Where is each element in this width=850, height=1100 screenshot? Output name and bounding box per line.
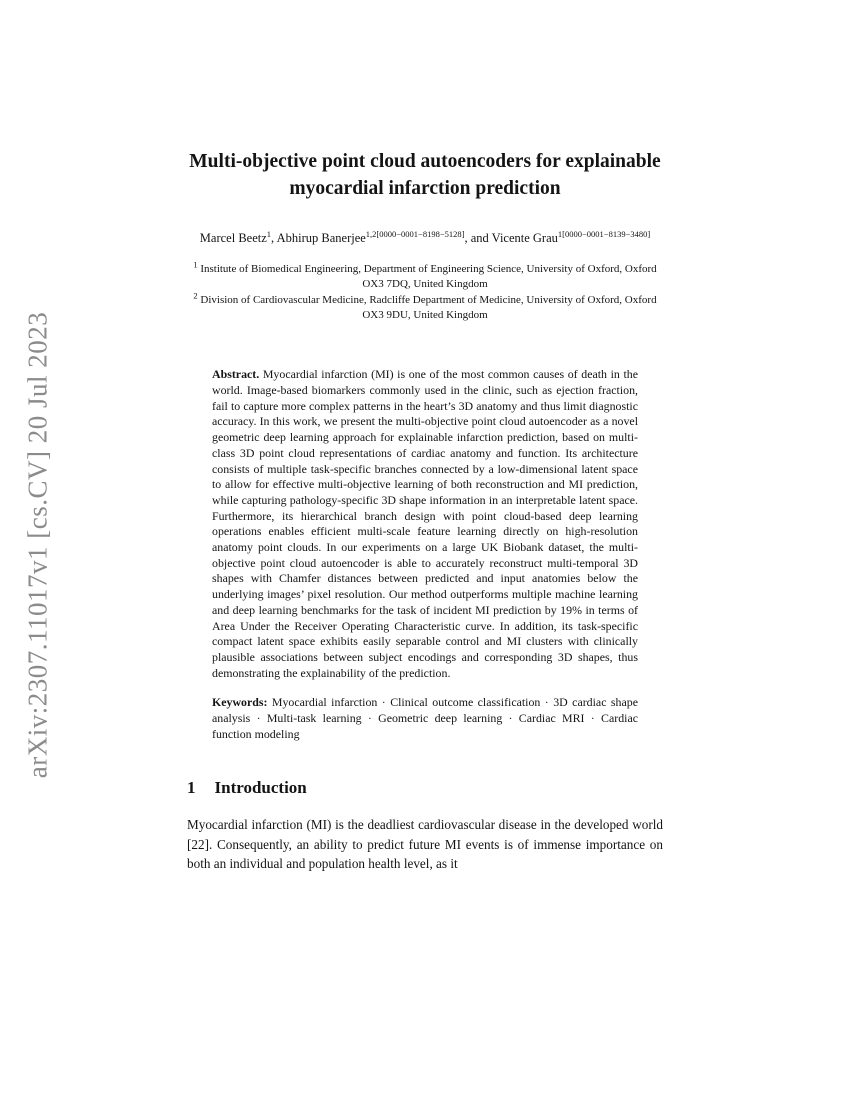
- affiliation-2-marker: 2: [193, 289, 198, 300]
- keywords-text: Myocardial infarction · Clinical outcome classification · 3D cardiac shape analysis · Multi-task learning · Geometric deep learning · Cardiac MRI · Cardiac function modeling: [212, 695, 638, 741]
- arxiv-watermark: arXiv:2307.11017v1 [cs.CV] 20 Jul 2023: [22, 311, 53, 779]
- author-1-affiliation-sup: 1: [266, 228, 272, 239]
- author-3-name: , and Vicente Grau: [464, 230, 558, 245]
- abstract: [212, 367, 638, 681]
- keywords: [212, 695, 638, 742]
- section-number: 1: [187, 778, 196, 798]
- affiliation-2: [187, 289, 663, 324]
- keywords-label: Keywords:: [212, 695, 268, 710]
- abstract-label: Abstract.: [212, 367, 260, 382]
- author-1-name: Marcel Beetz: [199, 230, 267, 245]
- author-3-affiliation-orcid-sup: 1[0000−0001−8139−3480]: [557, 228, 651, 239]
- affiliations-block: [187, 259, 663, 324]
- author-2-affiliation-orcid-sup: 1,2[0000−0001−8198−5128]: [365, 228, 465, 239]
- paper-title: Multi-objective point cloud autoencoders for explainable myocardial infarction prediction: [189, 151, 661, 200]
- abstract-text: Myocardial infarction (MI) is one of the most common causes of death in the world. Image-based biomarkers commonly used in the clinic, such as ejection fraction, fail to capture more complex patterns in the heart’s 3D anatomy and thus limit diagnostic accuracy. In this work, we present the multi-objective point cloud autoencoder as a novel geometric deep learning approach for explainable infarction prediction, based on multi-class 3D point cloud representations of cardiac anatomy and function. Its architecture consists of multiple task-specific branches connected by a low-dimensional latent space to allow for effective multi-objective learning of both reconstruction and MI prediction, while capturing pathology-specific 3D shape information in an interpretable latent space. Furthermore, its hierarchical branch design with point cloud-based deep learning operations enables efficient multi-scale feature learning directly on high-resolution anatomy point clouds. In our experiments on a large UK Biobank dataset, the multi-objective point cloud autoencoder is able to accurately reconstruct multi-temporal 3D shapes with Chamfer distances between predicted and input anatomies below the underlying images’ pixel resolution. Our method outperforms multiple machine learning and deep learning benchmarks for the task of incident MI prediction by 19% in terms of Area Under the Receiver Operating Characteristic curve. In addition, its task-specific compact latent space exhibits easily separable control and MI clusters with clinically plausible associations between subject encodings and corresponding 3D shapes, thus demonstrating the explainability of the prediction.: [212, 367, 639, 680]
- section-heading-introduction: [187, 778, 663, 798]
- author-line: [187, 229, 663, 247]
- paper-content-column: [187, 0, 663, 873]
- affiliation-2-text: Division of Cardiovascular Medicine, Radcliffe Department of Medicine, University of Oxford, Oxford OX3 9DU, United Kingdom: [197, 293, 657, 321]
- introduction-paragraph: Myocardial infarction (MI) is the deadliest cardiovascular disease in the developed world [22]. Consequently, an ability to predict future MI events is of immense importance on both an individual and population health level, as it: [187, 817, 663, 871]
- author-2-name: , Abhirup Banerjee: [271, 230, 366, 245]
- section-title: Introduction: [214, 778, 307, 798]
- affiliation-1: [187, 259, 663, 293]
- affiliation-1-marker: 1: [193, 259, 198, 270]
- affiliation-1-text: Institute of Biomedical Engineering, Department of Engineering Science, University of Oxford, Oxford OX3 7DQ, United Kingdom: [197, 262, 657, 291]
